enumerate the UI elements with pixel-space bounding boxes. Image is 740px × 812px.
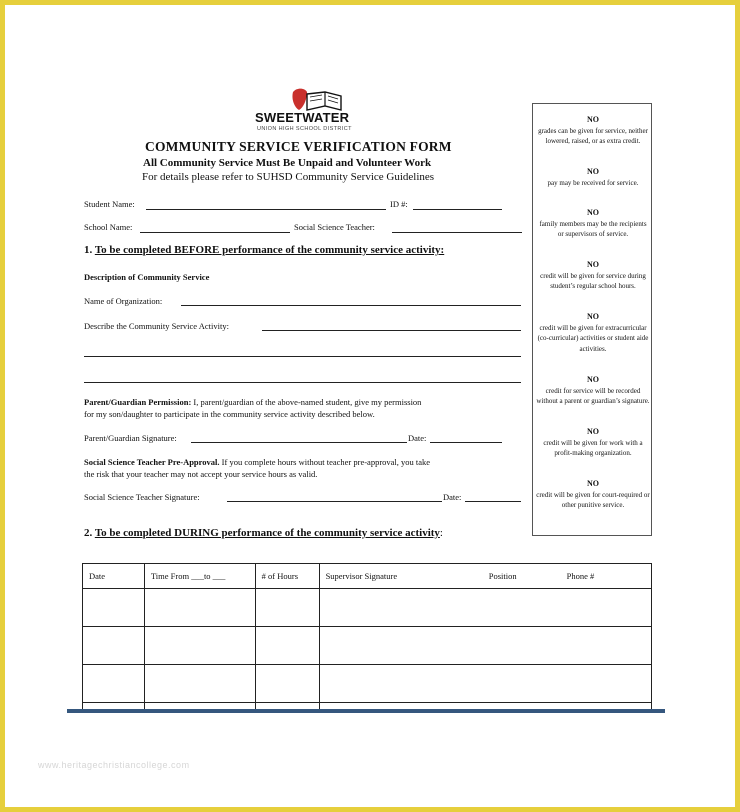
permission-text-1: I, parent/guardian of the above-named student, give my permission [191,397,422,407]
preapproval-text [84,456,524,480]
cell[interactable] [83,589,145,627]
teacher-label: Social Science Teacher: [294,222,375,232]
col-hours: # of Hours [255,564,319,589]
organization-label: Name of Organization: [84,296,163,306]
activity-field-2[interactable] [84,356,521,357]
rule-no: NO [587,479,599,488]
activity-field-3[interactable] [84,382,521,383]
rule-text: credit for service will be recorded without a parent or guardian’s signature. [536,386,650,405]
rule-no: NO [587,375,599,384]
preapproval-text-2: the risk that your teacher may not accept your service hours as valid. [84,469,318,479]
rule-item [536,427,650,459]
parent-signature-field[interactable] [191,442,407,443]
rule-no: NO [587,427,599,436]
teacher-signature-label: Social Science Teacher Signature: [84,492,200,502]
section2-heading-text: To be completed DURING performance of the community service activity [94,527,440,539]
permission-text-2: for my son/daughter to participate in the community service activity described below. [84,409,375,419]
district-logo [255,86,367,136]
col-position: Position [483,564,561,589]
section1-heading-text: To be completed BEFORE performance of the community service activity: [94,244,445,256]
col-supervisor: Supervisor Signature [319,564,483,589]
form-note: For details please refer to SUHSD Community Service Guidelines [142,171,435,183]
cell[interactable] [144,665,255,703]
rule-item [536,167,650,188]
cell[interactable] [144,627,255,665]
teacher-signature-field[interactable] [227,501,442,502]
table-header-row [83,564,652,589]
table-row [83,589,652,627]
section1-heading [84,244,444,256]
organization-field[interactable] [181,305,521,306]
teacher-field[interactable] [392,232,522,233]
id-field[interactable] [413,209,502,210]
preapproval-bold: Social Science Teacher Pre-Approval. [84,457,220,467]
rule-text: pay may be received for service. [547,178,639,187]
cell[interactable] [83,665,145,703]
rule-item [536,115,650,147]
cell[interactable] [255,665,319,703]
student-name-label: Student Name: [84,199,135,209]
teacher-date-label: Date: [443,492,462,502]
cell[interactable] [144,589,255,627]
form-title: COMMUNITY SERVICE VERIFICATION FORM [145,139,452,154]
rule-no: NO [587,208,599,217]
table-row [83,627,652,665]
rule-text: credit will be given for work with a profit-making organization. [543,438,643,457]
description-label: Description of Community Service [84,272,210,282]
table-row [83,665,652,703]
rule-text: credit will be given for extracurricular (co-curricular) activities or student aide activities. [537,323,649,353]
rule-item [536,479,650,511]
activity-label: Describe the Community Service Activity: [84,321,229,331]
rule-item [536,312,650,354]
divider-bar [67,709,665,713]
cell[interactable] [83,627,145,665]
student-name-field[interactable] [146,209,386,210]
logo-name: SWEETWATER [255,110,350,125]
parent-date-field[interactable] [430,442,502,443]
permission-bold: Parent/Guardian Permission: [84,397,192,407]
rule-text: credit will be given for service during student’s regular school hours. [540,271,646,290]
id-label: ID #: [390,199,408,209]
activity-field-1[interactable] [262,330,521,331]
rule-item [536,375,650,407]
rules-sidebar [532,103,652,536]
cell[interactable] [319,665,651,703]
parent-date-label: Date: [408,433,427,443]
parent-signature-label: Parent/Guardian Signature: [84,433,177,443]
cell[interactable] [255,627,319,665]
teacher-date-field[interactable] [465,501,521,502]
cell[interactable] [319,589,651,627]
section1-number: 1. [84,244,93,256]
section2-heading [84,527,443,539]
school-name-label: School Name: [84,222,133,232]
cell[interactable] [319,627,651,665]
rule-no: NO [587,115,599,124]
form-subtitle: All Community Service Must Be Unpaid and Volunteer Work [143,157,432,169]
rule-no: NO [587,167,599,176]
rule-text: family members may be the recipients or supervisors of service. [539,219,647,238]
preapproval-text-1: If you complete hours without teacher pre-approval, you take [219,457,431,467]
section2-number: 2. [84,527,93,539]
col-date: Date [83,564,145,589]
rule-no: NO [587,312,599,321]
rule-text: credit will be given for court-required or other punitive service. [536,490,650,509]
col-phone: Phone # [561,564,652,589]
cell[interactable] [255,589,319,627]
rule-item [536,260,650,292]
watermark: www.heritagechristiancollege.com [38,760,190,770]
parent-permission-text [84,396,524,420]
logo-subtitle: UNION HIGH SCHOOL DISTRICT [257,126,352,132]
rule-no: NO [587,260,599,269]
rule-item [536,208,650,240]
section2-heading-tail: : [439,527,443,539]
col-time: Time From ___to ___ [144,564,255,589]
page-cutoff [70,713,670,803]
rule-text: grades can be given for service, neither lowered, raised, or as extra credit. [538,126,648,145]
school-name-field[interactable] [140,232,290,233]
